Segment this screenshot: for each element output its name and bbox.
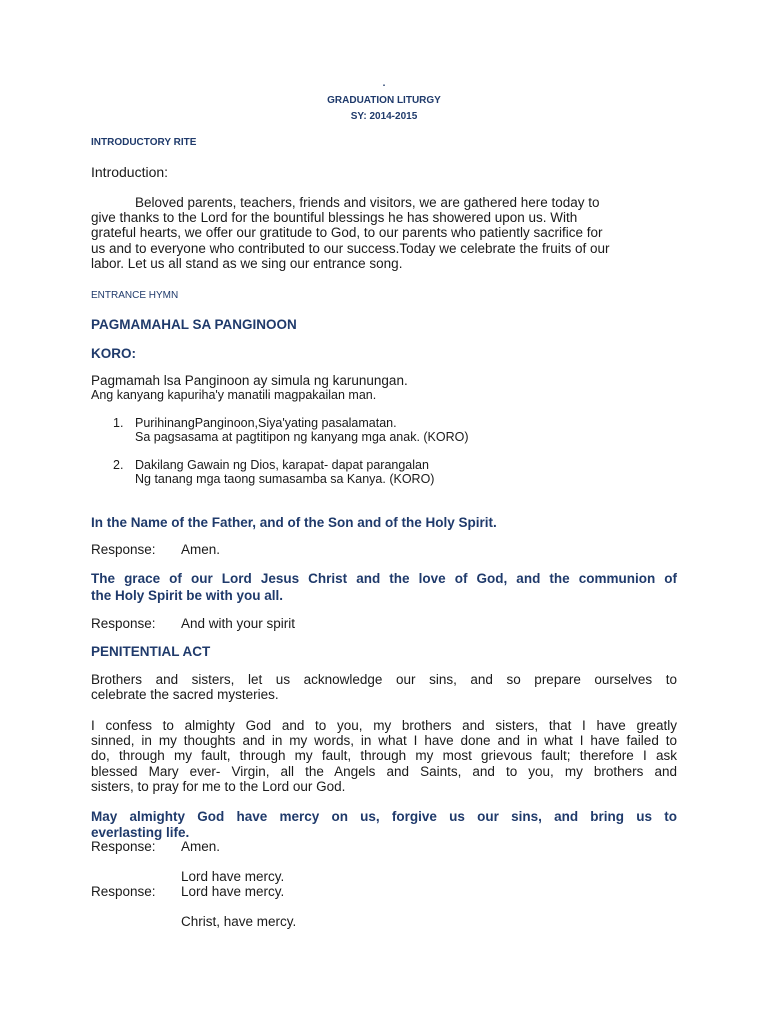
response-text: Amen. [181, 839, 221, 854]
grace-line-2: the Holy Spirit be with you all. [91, 588, 284, 603]
introduction-line-5: labor. Let us all stand as we sing our entrance song. [91, 256, 403, 271]
koro-line-1: Pagmamah lsa Panginoon ay simula ng karunungan. [91, 373, 408, 388]
absolution-line-1: May almighty God have mercy on us, forgive us our sins, and bring us to [91, 809, 677, 824]
entrance-hymn-label: ENTRANCE HYMN [91, 290, 179, 301]
verse-2-line-2: Ng tanang mga taong sumasamba sa Kanya. (KORO) [135, 472, 435, 486]
response-label: Response: [91, 616, 156, 631]
verse-2-line-1: Dakilang Gawain ng Dios, karapat- dapat parangalan [135, 458, 429, 472]
response-label: Response: [91, 542, 156, 557]
sign-of-cross: In the Name of the Father, and of the Son and of the Holy Spirit. [91, 515, 497, 530]
hymn-title: PAGMAMAHAL SA PANGINOON [91, 317, 297, 332]
introduction-line-3: grateful hearts, we offer our gratitude to God, to our parents who patiently sacrifice for [91, 225, 603, 240]
absolution-line-2: everlasting life. [91, 825, 190, 840]
penitential-act-title: PENITENTIAL ACT [91, 644, 211, 659]
verse-1-line-2: Sa pagsasama at pagtitipon ng kanyang mga anak. (KORO) [135, 430, 469, 444]
confiteor-line-3: do, through my fault, through my fault, through my most grievous fault; therefore I ask [91, 748, 677, 763]
response-text: And with your spirit [181, 616, 296, 631]
verse-2-number: 2. [113, 458, 124, 472]
koro-line-2: Ang kanyang kapuriha'y manatili magpakailan man. [91, 388, 377, 402]
introduction-line-2: give thanks to the Lord for the bountiful blessings he has showered upon us. With [91, 210, 578, 225]
section-introductory-rite: INTRODUCTORY RITE [91, 137, 197, 148]
koro-label: KORO: [91, 346, 136, 361]
response-text: Amen. [181, 542, 221, 557]
verse-1-line-1: PurihinangPanginoon,Siya'yating pasalamatan. [135, 416, 397, 430]
document-title: GRADUATION LITURGY [327, 95, 441, 106]
christe-invocation: Christ, have mercy. [181, 914, 297, 929]
introduction-label: Introduction: [91, 164, 169, 180]
kyrie-invocation: Lord have mercy. [181, 869, 285, 884]
response-text: Lord have mercy. [181, 884, 285, 899]
school-year: SY: 2014-2015 [350, 111, 418, 122]
verse-1-number: 1. [113, 416, 124, 430]
grace-line-1: The grace of our Lord Jesus Christ and the love of God, and the communion of [91, 571, 677, 586]
confiteor-line-1: I confess to almighty God and to you, my brothers and sisters, that I have greatly [91, 718, 677, 733]
introduction-line-1: Beloved parents, teachers, friends and visitors, we are gathered here today to [135, 195, 600, 210]
confiteor-line-2: sinned, in my thoughts and in my words, in what I have done and in what I have failed to [91, 733, 677, 748]
invitation-line-2: celebrate the sacred mysteries. [91, 687, 279, 702]
invitation-line-1: Brothers and sisters, let us acknowledge our sins, and so prepare ourselves to [91, 672, 677, 687]
introduction-line-4: us and to everyone who contributed to our success.Today we celebrate the fruits of our [91, 241, 610, 256]
response-label: Response: [91, 884, 156, 899]
confiteor-line-5: sisters, to pray for me to the Lord our God. [91, 779, 346, 794]
confiteor-line-4: blessed Mary ever- Virgin, all the Angels and Saints, and to you, my brothers and [91, 764, 677, 779]
header-dot: . [382, 78, 386, 89]
response-label: Response: [91, 839, 156, 854]
